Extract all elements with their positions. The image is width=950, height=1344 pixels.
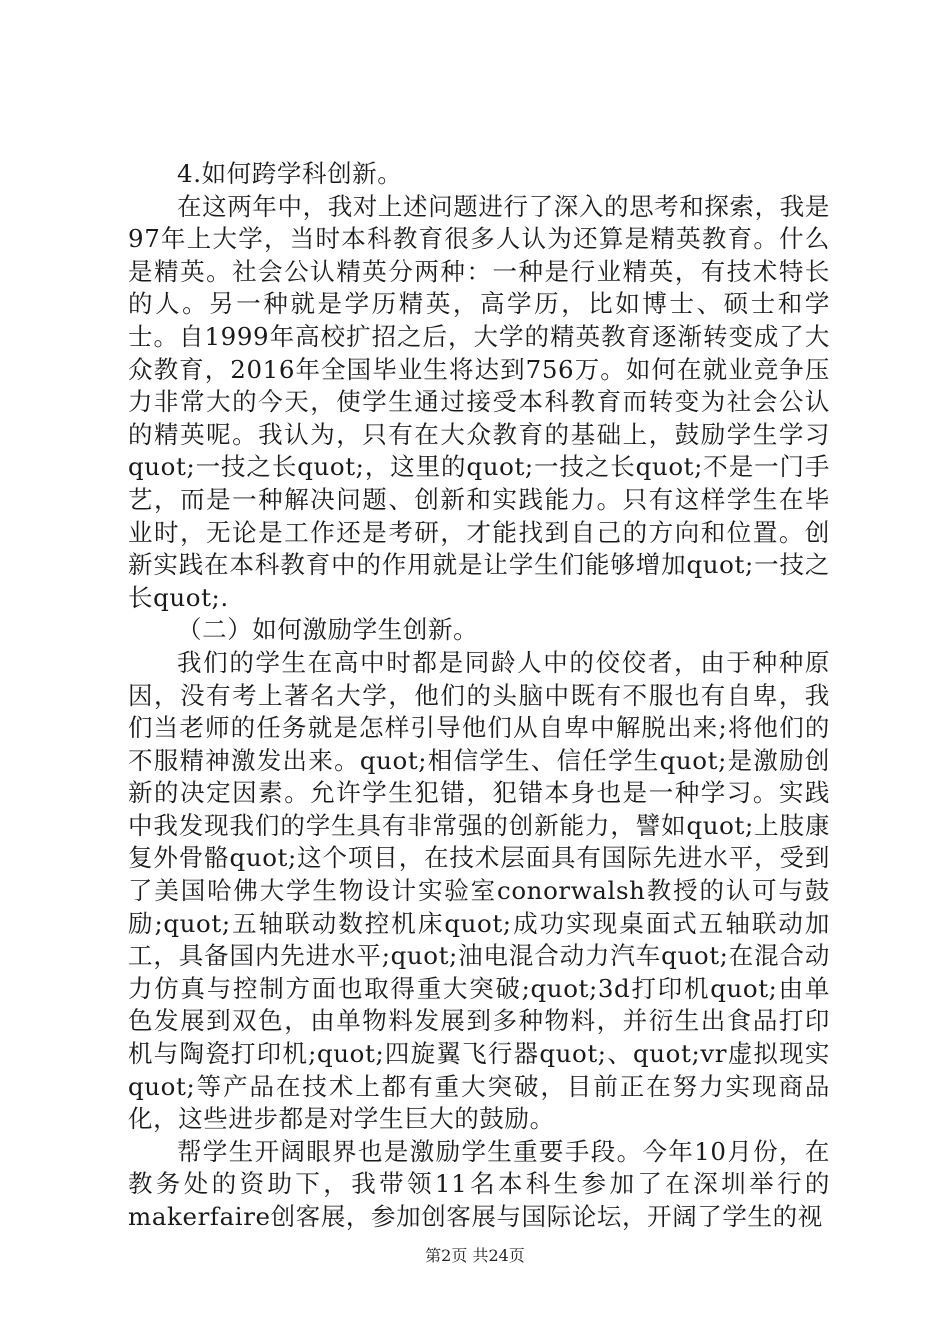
paragraph-heading-motivate: （二）如何激励学生创新。 [177, 615, 479, 645]
paragraph-heading-cross-discipline: 4.如何跨学科创新。 [177, 159, 403, 188]
page-footer: 第2页 共24页 [425, 1246, 525, 1265]
paragraph-broaden-horizons: 帮学生开阔眼界也是激励学生重要手段。今年10月份，在教务处的资助下，我带领11名本科生参加了在深圳举行的makerfaire创客展，参加创客展与国际论坛，开阔了学生的视 [128, 1136, 830, 1231]
paragraph-elite-education: 在这两年中，我对上述问题进行了深入的思考和探索，我是97年上大学，当时本科教育很多人认为还算是精英教育。什么是精英。社会公认精英分两种：一种是行业精英，有技术特长的人。另一种就是学历精英，高学历，比如博士、硕士和学士。自1999年高校扩招之后，大学的精英教育逐渐转变成了大众教育，2016年全国毕业生将达到756万。如何在就业竞争压力非常大的今天，使学生通过接受本科教育而转变为社会公认的精英呢。我认为，只有在大众教育的基础上，鼓励学生学习quot;一技之长quot;，这里的quot;一技之长quot;不是一门手艺，而是一种解决问题、创新和实践能力。只有这样学生在毕业时，无论是工作还是考研，才能找到自己的方向和位置。创新实践在本科教育中的作用就是让学生们能够增加quot;一技之长quot;. [128, 191, 830, 612]
document-body [128, 158, 830, 1234]
paragraph-student-innovation: 我们的学生在高中时都是同龄人中的佼佼者，由于种种原因，没有考上著名大学，他们的头脑中既有不服也有自卑，我们当老师的任务就是怎样引导他们从自卑中解脱出来;将他们的不服精神激发出来。quot;相信学生、信任学生quot;是激励创新的决定因素。允许学生犯错，犯错本身也是一种学习。实践中我发现我们的学生具有非常强的创新能力，譬如quot;上肢康复外骨骼quot;这个项目，在技术层面具有国际先进水平，受到了美国哈佛大学生物设计实验室conorwalsh教授的认可与鼓励;quot;五轴联动数控机床quot;成功实现桌面式五轴联动加工，具备国内先进水平;quot;油电混合动力汽车quot;在混合动力仿真与控制方面也取得重大突破;quot;3d打印机quot;由单色发展到双色，由单物料发展到多种物料，并衍生出食品打印机与陶瓷打印机;quot;四旋翼飞行器quot;、quot;vr虚拟现实quot;等产品在技术上都有重大突破，目前正在努力实现商品化，这些进步都是对学生巨大的鼓励。 [128, 647, 830, 1134]
